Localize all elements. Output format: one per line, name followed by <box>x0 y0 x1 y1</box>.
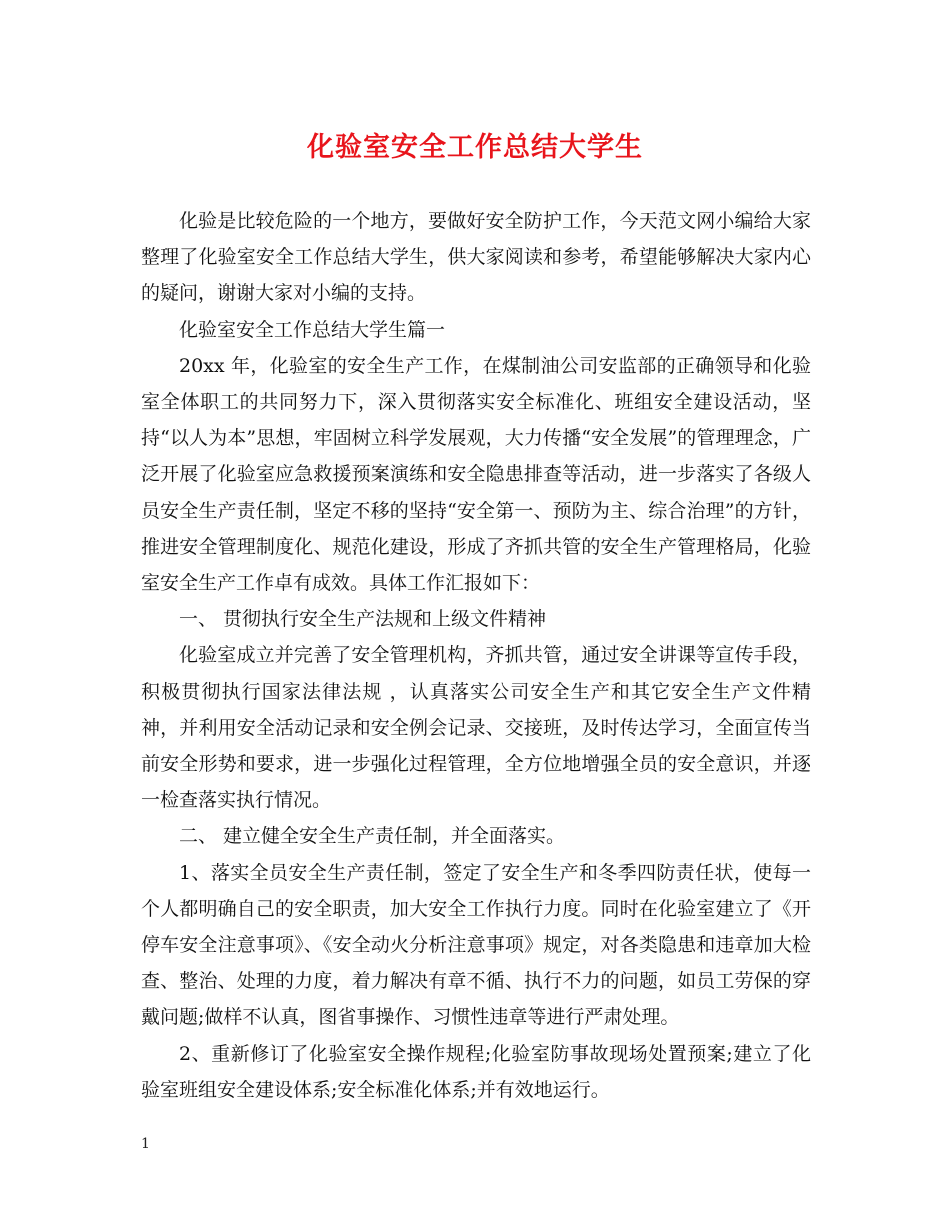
paragraph-section-heading: 化验室安全工作总结大学生篇一 <box>179 318 446 341</box>
paragraph-item-one: 1、落实全员安全生产责任制，签定了安全生产和冬季四防责任状，使每一个人都明确自己的安全职责，加大安全工作执行力度。同时在化验室建立了《开停车安全注意事项》、《安全动火分析注意事项》规定，对各类隐患和违章加大检查、整治、处理的力度，着力解决有章不循、执行不力的问题，如员工劳保的穿戴问题;做样不认真，图省事操作、习惯性违章等进行严肃处理。 <box>141 861 811 1029</box>
paragraph-heading-one: 一、 贯彻执行安全生产法规和上级文件精神 <box>179 608 547 631</box>
paragraph-intro: 化验是比较危险的一个地方，要做好安全防护工作，今天范文网小编给大家整理了化验室安全工作总结大学生，供大家阅读和参考，希望能够解决大家内心的疑问，谢谢大家对小编的支持。 <box>141 210 811 305</box>
document-body <box>141 203 811 1108</box>
document-title: 化验室安全工作总结大学生 <box>307 132 643 163</box>
paragraph-overview: 20xx 年，化验室的安全生产工作，在煤制油公司安监部的正确领导和化验室全体职工的共同努力下，深入贯彻落实安全标准化、班组安全建设活动，坚持“以人为本”思想，牢固树立科学发展观，大力传播“安全发展”的管理理念，广泛开展了化验室应急救援预案演练和安全隐患排查等活动，进一步落实了各级人员安全生产责任制，坚定不移的坚持“安全第一、预防为主、综合治理”的方针， 推进安全管理制度化、规范化建设，形成了齐抓共管的安全生产管理格局，化验室安全生产工作卓有成效。具体工作汇报如下： <box>141 354 811 595</box>
paragraph-item-two: 2、重新修订了化验室安全操作规程;化验室防事故现场处置预案;建立了化验室班组安全建设体系;安全标准化体系;并有效地运行。 <box>141 1042 811 1101</box>
paragraph-regulations: 化验室成立并完善了安全管理机构，齐抓共管，通过安全讲课等宣传手段，积极贯彻执行国家法律法规 ，认真落实公司安全生产和其它安全生产文件精神，并利用安全活动记录和安全例会记录、交接班，及时传达学习，全面宣传当前安全形势和要求，进一步强化过程管理，全方位地增强全员的安全意识，并逐一检查落实执行情况。 <box>141 644 811 812</box>
page-number: 1 <box>141 1136 150 1152</box>
paragraph-heading-two: 二、 建立健全安全生产责任制，并全面落实。 <box>179 825 566 848</box>
